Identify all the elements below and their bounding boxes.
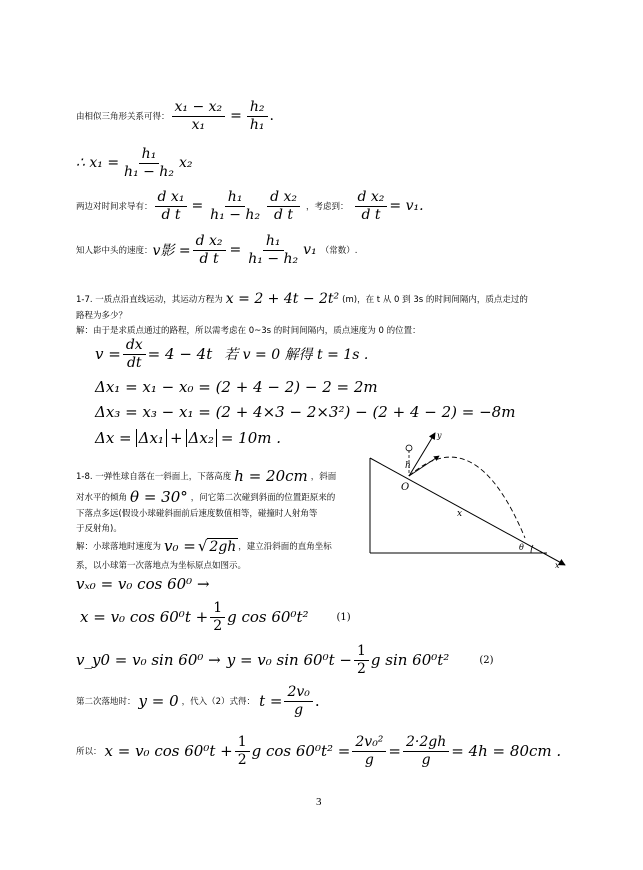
p17-v-den: dt: [126, 354, 142, 371]
label-theta: θ: [519, 543, 524, 552]
eq3-mid: ，考虑到：: [305, 202, 349, 212]
p17-velocity: [95, 336, 368, 372]
p18-y-half-den: 2: [356, 660, 366, 677]
p18-final-d: = 4h = 80cm .: [451, 742, 562, 760]
p17-v-lhs: v =: [95, 345, 121, 363]
eq3-num3: d x₂: [267, 190, 300, 207]
p17-dx-e: = 10m .: [220, 429, 282, 447]
eq3-den4: d t: [361, 206, 381, 223]
p18-second-frac: [284, 685, 312, 718]
p18-final-half-den: 2: [237, 751, 247, 768]
p18-second-b: y = 0: [138, 692, 179, 710]
incline-figure: [365, 428, 575, 573]
p18-x-half: [210, 601, 225, 634]
p18-final: [76, 729, 561, 773]
eq3-frac3: [267, 190, 300, 223]
p18-second-landing: [76, 681, 320, 721]
eq3-tail: = v₁.: [389, 198, 424, 214]
eq3-num1: d x₁: [155, 190, 188, 207]
p18-line1a: 1-8. 一弹性球自落在一斜面上，下落高度: [76, 472, 232, 482]
p18-sqrt: 2gh: [209, 538, 237, 555]
eq2-num: h₁: [139, 147, 160, 164]
eq1-frac-right: [247, 100, 268, 133]
eq4-num2: h₁: [263, 234, 284, 251]
eq2-prefix: ∴ x₁ =: [76, 155, 120, 171]
eq-similar-triangles: 由相似三角形关系可得： $\frac{\text{x₁ − x₂}}{\text{x₁}}$ = $\frac{\text{h₂}}{\text{h₁}}$ .: [76, 98, 274, 133]
eq3-den2: h₁ − h₂: [210, 206, 261, 223]
eq3-label: 两边对时间求导有：: [76, 202, 153, 212]
p17-v-frac: [123, 338, 146, 371]
p18-y-half-num: 1: [354, 644, 369, 661]
p18-line6: 系，以小球第一次落地点为坐标原点如图示。: [76, 561, 247, 571]
eq1-num-right: h₂: [247, 100, 268, 117]
eq3-frac4: [355, 190, 388, 223]
p17-dx-total: [95, 429, 281, 447]
eq2-frac: [121, 147, 177, 180]
p18-y-a: y = v₀ sin 60⁰t −: [226, 651, 352, 669]
p18-y-tag: (2): [479, 654, 494, 666]
p17-dx-b: Δx₁: [136, 429, 167, 447]
p18-y-half: [354, 644, 369, 677]
page-number: 3: [316, 796, 322, 808]
p18-v0: v₀ =: [164, 537, 196, 555]
p18-final-b: x = v₀ cos 60⁰t +: [104, 742, 233, 760]
p18-line5a: 解：小球落地时速度为: [76, 542, 162, 552]
velocity-arrow: [409, 456, 439, 476]
p18-second-d: t =: [259, 692, 283, 710]
p18-x-half-den: 2: [213, 617, 223, 634]
incline-x-axis: [370, 458, 565, 565]
p17-line2: 路程为多少？: [76, 311, 128, 321]
eq-x1: [76, 143, 192, 183]
trajectory-path: [409, 457, 525, 538]
p18-final-eq: =: [388, 742, 401, 760]
p18-line2c: ，问它第二次碰到斜面的位置距原来的: [190, 493, 336, 503]
p18-second-den: g: [294, 701, 304, 718]
p18-final-frac2: [403, 735, 449, 768]
p18-x-half-num: 1: [210, 601, 225, 618]
eq1-den-left: x₁: [191, 116, 206, 133]
p18-x-b: g cos 60⁰t²: [227, 608, 309, 626]
p17-line1a: 1-7. 一质点沿直线运动，其运动方程为: [76, 295, 223, 305]
p17-dx1: Δx₁ = x₁ − x₀ = (2 + 4 − 2) − 2 = 2m: [95, 378, 378, 396]
eq3-frac2: [207, 190, 263, 223]
p18-line1c: ，斜面: [310, 472, 337, 482]
eq3-den3: d t: [274, 206, 294, 223]
eq-derivative: 两边对时间求导有： $\frac{\text{d x₁}}{\text{d t}}$ = $\frac{\text{h₁}}{\text{h₁ − h₂}}$ $\frac{\text{d x₂}}{\text{d t}}$ ，考虑到： $\frac{\text{d x₂}}{\text{d t}}$ = v₁.: [76, 188, 424, 223]
p17-line1c: (m)，在 t 从 0 到 3s 的时间间隔内，质点走过的: [342, 295, 528, 305]
p18-final-half: [235, 735, 250, 768]
p18-vy0: v_y0 = v₀ sin 60⁰ →: [76, 651, 221, 669]
label-y: y: [437, 431, 442, 440]
eq2-den: h₁ − h₂: [124, 163, 174, 180]
p18-vx0: vₓ₀ = v₀ cos 60⁰ →: [76, 575, 210, 593]
p18-final-a: 所以：: [76, 747, 102, 757]
p18-final-num2: 2·2gh: [403, 735, 449, 752]
p18-final-frac1: [352, 735, 386, 768]
p18-line2: [76, 488, 335, 506]
eq4-num1: d x₂: [193, 234, 226, 251]
p17-line3: 解：由于是求质点通过的路程，所以需考虑在 0~3s 的时间间隔内，质点速度为 0 的位置：: [76, 326, 421, 336]
label-origin: O: [401, 482, 410, 493]
label-x: x: [457, 509, 463, 519]
eq3-num2: h₁: [225, 190, 246, 207]
p17-dx-d: Δx₂: [186, 429, 217, 447]
p17-equation: x = 2 + 4t − 2t²: [225, 291, 340, 307]
p18-final-den1: g: [364, 751, 374, 768]
eq3-den1: d t: [161, 206, 181, 223]
eq1-den-right: h₁: [249, 116, 265, 133]
p18-line4: 于反射角)。: [76, 524, 122, 534]
eq1-frac-left: [172, 100, 226, 133]
eq1-num-left: x₁ − x₂: [172, 100, 226, 117]
eq4-tail: v₁: [303, 242, 317, 258]
p18-x-a: x = v₀ cos 60⁰t +: [80, 608, 209, 626]
eq4-lhs: v影 =: [152, 243, 191, 259]
eq4-label: 知人影中头的速度：: [76, 246, 153, 256]
eq1-end: .: [269, 108, 274, 124]
eq1-label: 由相似三角形关系可得：: [76, 112, 170, 122]
p17-dx3: Δx₃ = x₃ − x₁ = (2 + 4×3 − 2×3²) − (2 + 4 − 2) = −8m: [95, 403, 516, 421]
p18-final-c: g cos 60⁰t² =: [251, 742, 351, 760]
p18-height: h = 20cm: [234, 467, 308, 485]
eq2-tail: x₂: [178, 155, 193, 171]
eq4-den1: d t: [199, 250, 219, 267]
p18-line2a: 对水平的倾角: [76, 493, 128, 503]
eq4-frac2: [245, 234, 301, 267]
p18-final-den2: g: [421, 751, 431, 768]
p18-y-eq: [76, 640, 493, 680]
label-h: h: [405, 461, 411, 471]
p18-x-tag: (1): [336, 611, 351, 623]
p17-dx-a: Δx =: [95, 429, 132, 447]
p17-v-rhs: = 4 − 4t: [147, 345, 213, 363]
eq-shadow-speed: 知人影中头的速度： v影 = $\frac{\text{d x₂}}{\text{d t}}$ = $\frac{\text{h₁}}{\text{h₁ − h₂}}$ v₁ （常数）.: [76, 232, 358, 267]
p18-second-num: 2v₀: [284, 685, 312, 702]
p18-second-end: .: [314, 692, 320, 710]
eq4-den2: h₁ − h₂: [248, 250, 299, 267]
p18-line1: [76, 467, 336, 485]
p18-y-b: g sin 60⁰t²: [370, 651, 450, 669]
p17-v-num: dx: [123, 338, 146, 355]
p17-v-note: 若 v = 0 解得 t = 1s .: [224, 347, 369, 363]
p18-second-c: ，代入（2）式得：: [181, 697, 256, 707]
p18-x-eq: [80, 597, 351, 637]
p18-final-num1: 2v₀²: [352, 735, 386, 752]
p18-second-a: 第二次落地时：: [76, 697, 136, 707]
eq3-frac1: [155, 190, 188, 223]
p18-final-half-num: 1: [235, 735, 250, 752]
eq4-note: （常数）.: [320, 246, 358, 256]
p17-dx-c: +: [169, 429, 183, 447]
p17-line1: [76, 291, 528, 307]
label-x-axis: x: [555, 561, 560, 570]
eq4-frac1: [193, 234, 226, 267]
eq3-num4: d x₂: [355, 190, 388, 207]
p18-line5: 解：小球落地时速度为 v₀ = √ 2gh ，建立沿斜面的直角坐标: [76, 537, 332, 555]
p18-angle: θ = 30°: [130, 488, 188, 506]
p18-line5d: ，建立沿斜面的直角坐标: [238, 542, 332, 552]
y-axis: [409, 433, 435, 476]
p18-line3: 下落点多远(假设小球碰斜面前后速度数值相等，碰撞时人射角等: [76, 509, 318, 519]
